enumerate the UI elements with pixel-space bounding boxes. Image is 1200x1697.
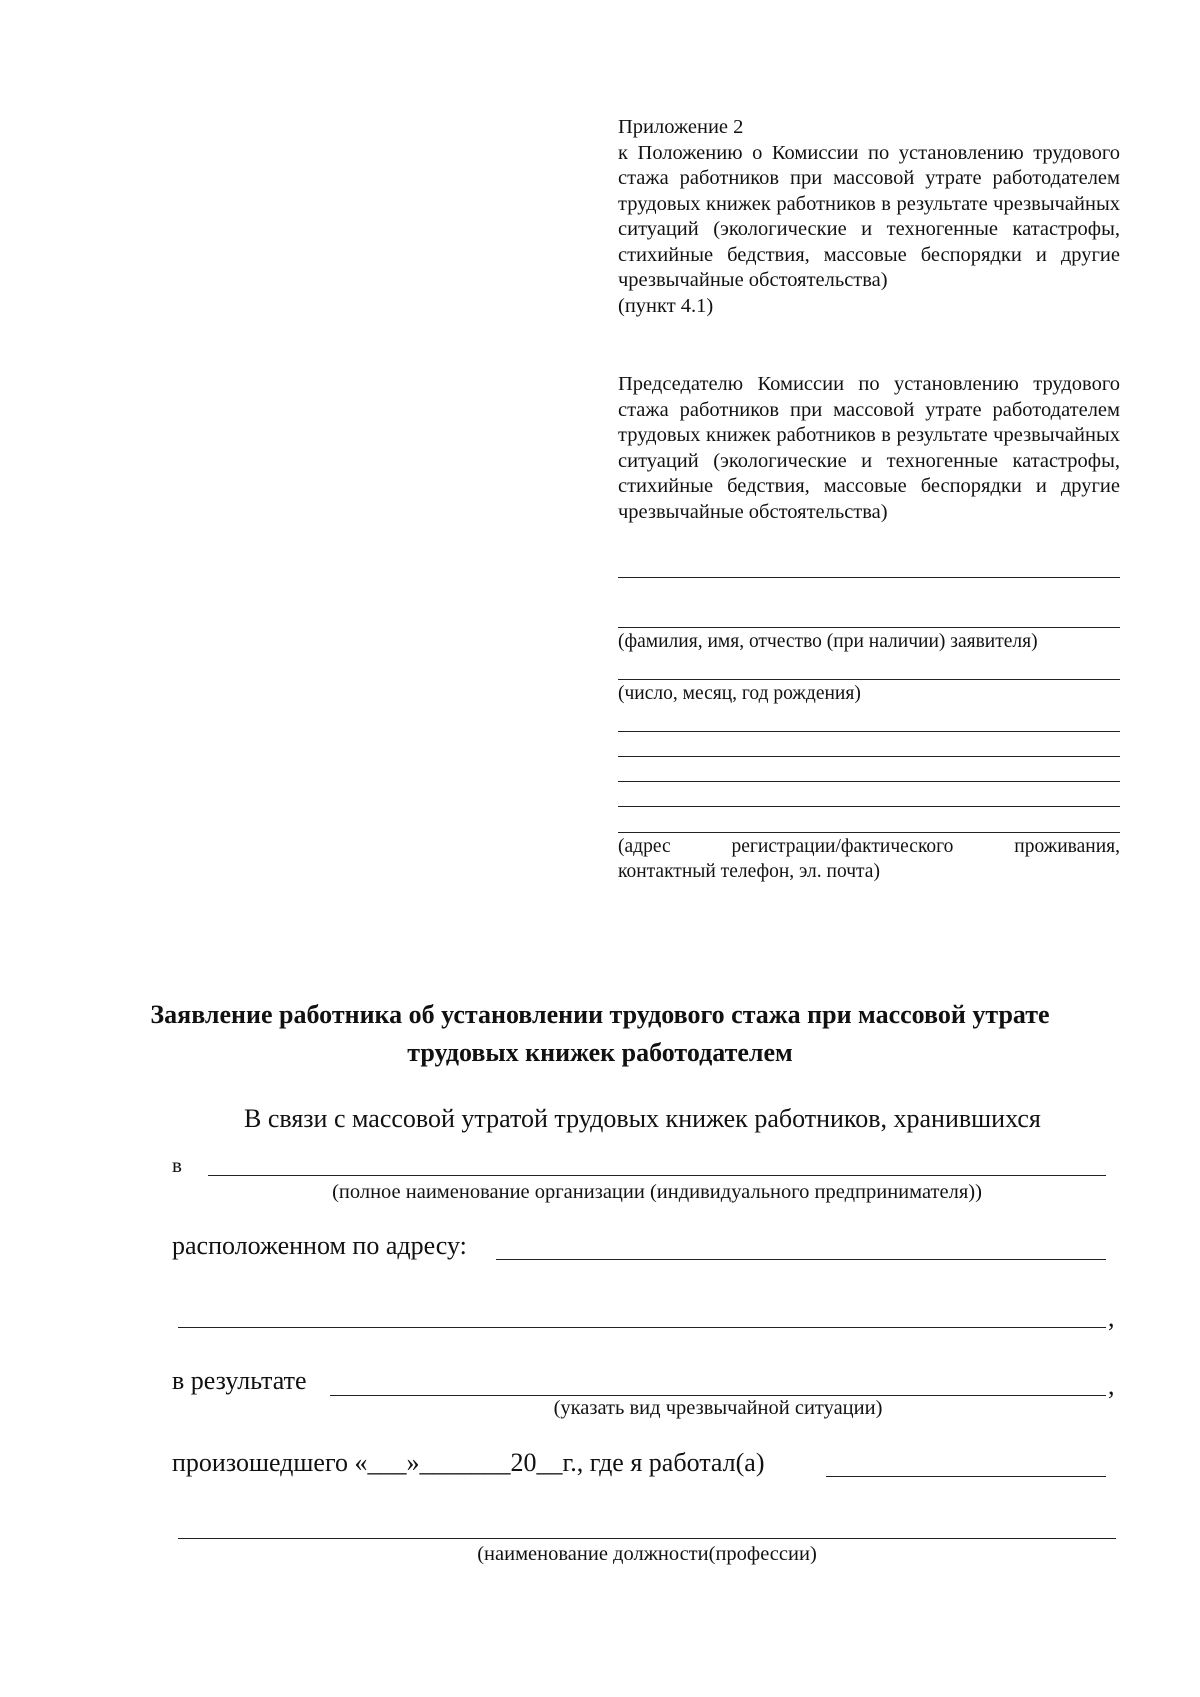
address-caption-line-2: контактный телефон, эл. почта) [618,861,880,882]
annex-block [618,115,1120,319]
applicant-line-1[interactable] [618,577,1120,578]
statement-title: Заявление работника об установлении трудового стажа при массовой утрате трудовых книжек работодателем [150,1000,1050,1067]
address-comma: , [1108,1303,1115,1332]
annex-label: Приложение 2 [618,116,744,138]
organization-caption: (полное наименование организации (индивидуального предпринимателя)) [332,1181,982,1203]
emergency-caption: (указать вид чрезвычайной ситуации) [553,1397,883,1419]
position-caption: (наименование должности(профессии) [477,1543,817,1565]
organization-address-line-1[interactable] [496,1259,1106,1260]
name-caption: (фамилия, имя, отчество (при наличии) заявителя) [618,631,1038,652]
birth-date-line[interactable] [618,679,1120,680]
address-label: расположенном по адресу: [172,1231,467,1260]
employer-line[interactable] [826,1476,1106,1477]
addressee-text: Председателю Комиссии по установлению трудового стажа работников при массовой утрате работодателем трудовых книжек работников в результате чрезвычайных ситуаций (экологические и техногенные катастрофы, стихийные бедствия, массовые беспорядки и другие чрезвычайные обстоятельства) [618,373,1120,523]
result-label: в результате [172,1366,307,1395]
address-line-4[interactable] [618,806,1120,807]
organization-line[interactable] [208,1175,1106,1176]
addressee-block [618,372,1120,525]
annex-point: (пункт 4.1) [618,294,714,317]
address-line-1[interactable] [618,731,1120,732]
position-line[interactable] [178,1538,1116,1539]
birth-caption: (число, месяц, год рождения) [618,683,861,704]
intro-text: В связи с массовой утратой трудовых книжек работников, хранившихся [244,1104,1041,1133]
annex-text: к Положению о Комиссии по установлению трудового стажа работников при массовой утрате работодателем трудовых книжек работников в результате чрезвычайных ситуаций (экологические и техногенные катастрофы, стихийные бедствия, массовые беспорядки и другие чрезвычайные обстоятельства) [618,141,1120,291]
result-comma: , [1108,1371,1115,1400]
occurred-text: произошедшего «___»_______20__г., где я работал(а) [172,1448,765,1477]
address-line-5[interactable] [618,832,1120,833]
applicant-name-line[interactable] [618,627,1120,628]
address-line-3[interactable] [618,781,1120,782]
address-caption-line-1: (адрес регистрации/фактического проживания, [618,836,1120,857]
organization-address-line-2[interactable] [178,1327,1106,1328]
address-line-2[interactable] [618,756,1120,757]
prefix-v: в [172,1153,182,1177]
